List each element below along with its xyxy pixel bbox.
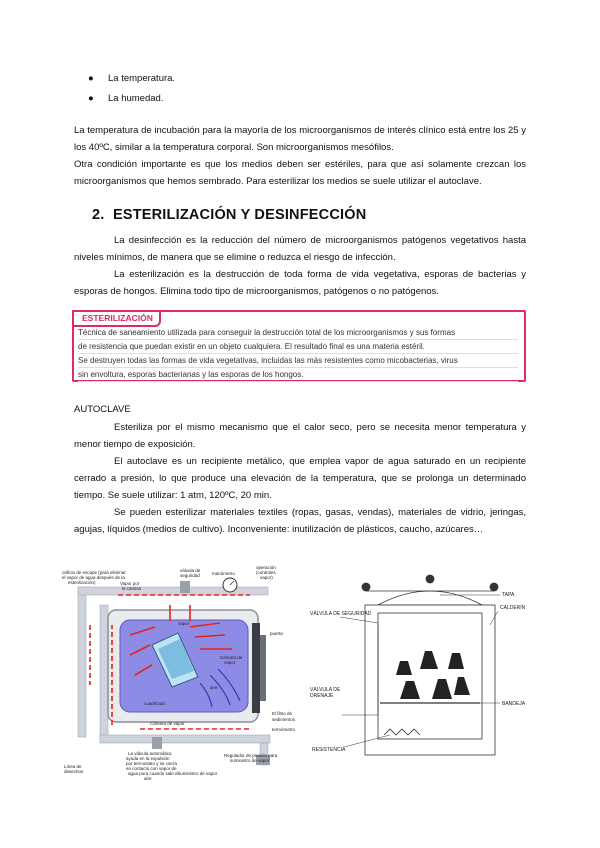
paragraph-materials: Se pueden esterilizar materiales textiles (ropas, gasas, vendas), materiales de vidrio, jeringas, agujas, líquidos (medios de cultivo). Inconveniente: inutilización de plásticos, caucho, azúcares… xyxy=(74,507,526,535)
definition-line: de resistencia que puedan existir en un objeto cualquiera. El resultado final es una materia estéril. xyxy=(78,341,518,354)
list-item: ● La temperatura. xyxy=(88,73,176,84)
bullet-list xyxy=(88,72,175,112)
lid-knob-icon xyxy=(426,575,434,583)
svg-text:esterilización): esterilización) xyxy=(68,580,96,585)
svg-text:cuadrícula: cuadrícula xyxy=(144,701,165,706)
definition-line: Técnica de saneamiento utilizada para conseguir la destrucción total de los microorganismos y sus formas xyxy=(78,327,518,340)
svg-text:termómetro: termómetro xyxy=(272,727,296,732)
svg-text:Línea de: Línea de xyxy=(64,764,82,769)
definition-box xyxy=(72,310,526,382)
autoclave-schematic-diagram xyxy=(310,575,526,755)
svg-text:aire: aire xyxy=(210,685,218,690)
svg-text:CALDERÍN: CALDERÍN xyxy=(500,605,526,611)
svg-text:orificio de escape (para elimi: orificio de escape (para eliminar xyxy=(62,570,126,575)
svg-text:válvula de: válvula de xyxy=(180,568,201,573)
svg-text:DRENAJE: DRENAJE xyxy=(310,693,334,699)
paragraph-disinfection: La desinfección es la reducción del número de microorganismos patógenos vegetativos hasta niveles mínimos, de manera que se elimine o reduzca el riesgo de infección. xyxy=(74,235,526,263)
paragraph-mechanism: Esteriliza por el mismo mecanismo que el calor seco, pero se necesita menor temperatura y menor tiempo de exposición. xyxy=(74,422,526,450)
svg-text:aire: aire xyxy=(144,776,152,780)
svg-text:VÁLVULA DE: VÁLVULA DE xyxy=(310,687,341,693)
svg-text:la camisa: la camisa xyxy=(122,586,142,591)
autoclave-heading: AUTOCLAVE xyxy=(74,404,131,415)
svg-text:Regulador de presión para: Regulador de presión para xyxy=(224,753,278,758)
svg-text:por termostato y se cierra: por termostato y se cierra xyxy=(126,761,178,766)
svg-text:TAPA: TAPA xyxy=(502,592,515,598)
svg-text:vapor: vapor xyxy=(224,660,236,665)
top-pipe xyxy=(78,587,268,595)
paragraph-autoclave: El autoclave es un recipiente metálico, que emplea vapor de agua saturado en un recipiente cerrado a presión, lo que produce una elevación de la temperatura, que se prolonga un determinado tiempo. Se suele utilizar: 1 atm, 120ºC, 20 min. xyxy=(74,456,526,501)
bottom-pipe xyxy=(100,735,270,743)
svg-text:puerta: puerta xyxy=(270,631,283,636)
svg-text:suministro de vapor: suministro de vapor xyxy=(178,771,218,776)
paragraph-incubation: La temperatura de incubación para la mayoría de los microorganismos de interés clínico está entre los 25 y los 40ºC, similar a la temperatura corporal. Son microorganismos mesófilos. xyxy=(74,125,526,153)
svg-text:manómetro: manómetro xyxy=(212,571,235,576)
autoclave-cutaway-diagram xyxy=(62,565,296,780)
svg-text:Cámara de vapor: Cámara de vapor xyxy=(150,721,185,726)
autoclave-figure xyxy=(60,565,540,780)
definition-tag: ESTERILIZACIÓN xyxy=(72,310,161,327)
boiler-inner xyxy=(378,613,482,739)
bullet-icon: ● xyxy=(88,73,94,84)
svg-text:sedimentos: sedimentos xyxy=(272,717,296,722)
svg-text:vapor): vapor) xyxy=(260,575,273,580)
svg-text:operación: operación xyxy=(256,565,276,570)
svg-text:agua pura cuando sale el: agua pura cuando sale el xyxy=(128,771,179,776)
paragraph-sterilization: La esterilización es la destrucción de toda forma de vida vegetativa, esporas de bacterias y esporas de hongos. Elimina todo tipo de microorganismos, patógenos o no patógenos. xyxy=(74,269,526,297)
bullet-icon: ● xyxy=(88,93,94,104)
lid-knob-icon xyxy=(490,583,498,591)
svg-text:ayuda en la expulsión: ayuda en la expulsión xyxy=(126,756,170,761)
svg-text:suministro de vapor: suministro de vapor xyxy=(230,758,270,763)
svg-text:Vapor por: Vapor por xyxy=(120,581,140,586)
svg-text:RESISTENCIA: RESISTENCIA xyxy=(312,747,346,753)
safety-valve-icon xyxy=(180,581,190,593)
jacket-pipe xyxy=(100,605,108,740)
svg-text:La válvula automática: La válvula automática xyxy=(128,751,172,756)
svg-text:Cámara de: Cámara de xyxy=(220,655,243,660)
automatic-valve-icon xyxy=(152,737,162,749)
svg-text:en contacto con vapor de: en contacto con vapor de xyxy=(126,766,177,771)
svg-text:desechos: desechos xyxy=(64,769,84,774)
lid xyxy=(378,591,482,605)
svg-text:vapor: vapor xyxy=(178,621,190,626)
definition-line: Se destruyen todas las formas de vida vegetativas, incluidas las más resistentes como micobacterias, virus xyxy=(78,355,518,368)
svg-text:el vapor de agua después de la: el vapor de agua después de la xyxy=(62,575,125,580)
svg-text:(controles: (controles xyxy=(256,570,276,575)
svg-text:seguridad: seguridad xyxy=(180,573,200,578)
list-item: ● La humedad. xyxy=(88,93,164,104)
svg-text:El filtro de: El filtro de xyxy=(272,711,293,716)
left-pipe xyxy=(78,587,86,737)
door-handle xyxy=(260,635,266,701)
definition-line: sin envoltura, esporas bacterianas y las esporas de los hongos. xyxy=(78,369,518,382)
lid-knob-icon xyxy=(362,583,370,591)
svg-text:BANDEJA: BANDEJA xyxy=(502,701,526,707)
section-heading: 2. ESTERILIZACIÓN Y DESINFECCIÓN xyxy=(92,207,367,223)
paragraph-sterile-media: Otra condición importante es que los medios deben ser estériles, para que así solamente crezcan los microorganismos que hemos sembrado. Para esterilizar los medios se suele utilizar el autoclave. xyxy=(74,159,526,187)
svg-text:VÁLVULA DE SEGURIDAD: VÁLVULA DE SEGURIDAD xyxy=(310,611,372,617)
door xyxy=(252,623,260,713)
